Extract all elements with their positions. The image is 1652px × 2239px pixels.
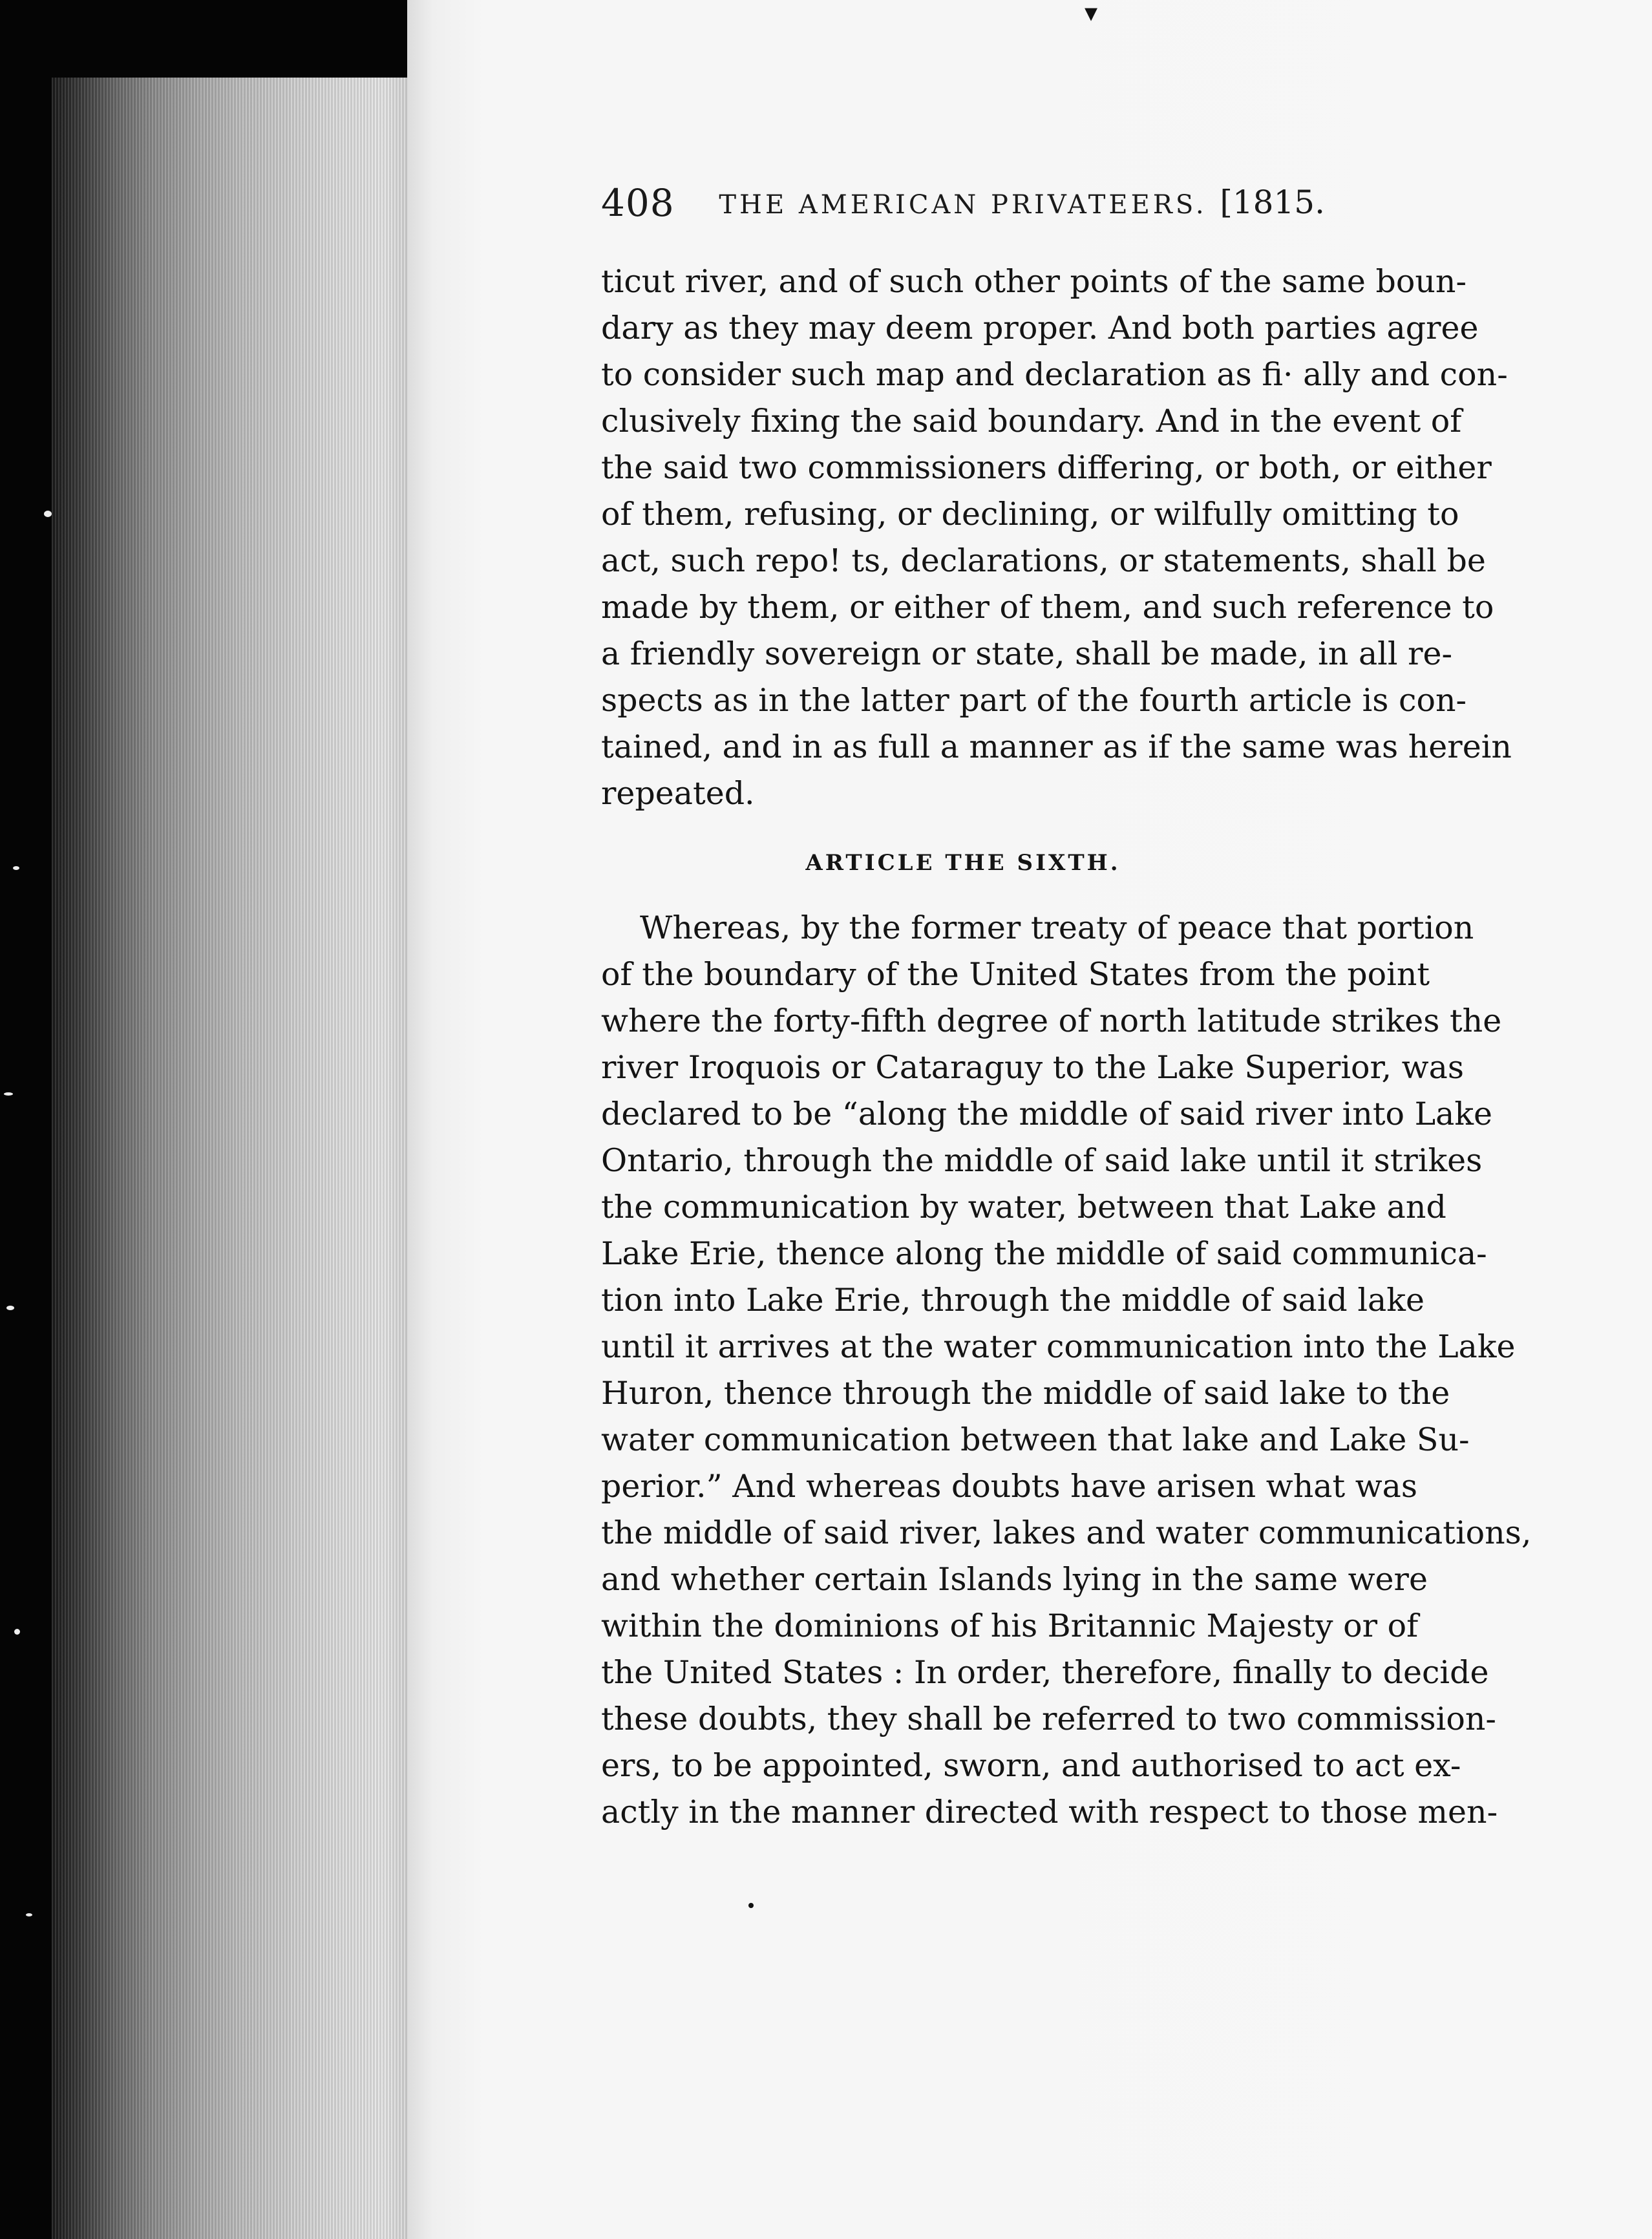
dust-speck: [44, 511, 52, 517]
text-line: tion into Lake Erie, through the middle of said lake: [601, 1282, 1424, 1319]
paragraph-article-six: [601, 905, 1532, 1836]
dust-speck: [4, 1092, 13, 1096]
text-line: perior.” And whereas doubts have arisen what was: [601, 1468, 1418, 1505]
book-page: [407, 0, 1652, 2239]
text-line: the United States : In order, therefore, finally to decide: [601, 1654, 1489, 1691]
book-page-edges: [52, 78, 414, 2239]
text-line: spects as in the latter part of the fourth article is con-: [601, 682, 1467, 719]
body-text: [601, 259, 1532, 1836]
text-line: water communication between that lake and Lake Su-: [601, 1421, 1470, 1458]
text-line: of them, refusing, or declining, or wilfully omitting to: [601, 496, 1459, 533]
text-line: the middle of said river, lakes and water communications,: [601, 1514, 1532, 1551]
text-line: Ontario, through the middle of said lake until it strikes: [601, 1142, 1483, 1179]
text-line: until it arrives at the water communication into the Lake: [601, 1328, 1516, 1365]
text-line: made by them, or either of them, and such reference to: [601, 589, 1494, 626]
article-heading: ARTICLE THE SIXTH.: [805, 850, 1121, 876]
text-line: and whether certain Islands lying in the same were: [601, 1561, 1428, 1598]
text-line: of the boundary of the United States from the point: [601, 956, 1430, 993]
text-line: the said two commissioners differing, or both, or either: [601, 449, 1492, 486]
text-line: where the forty-fifth degree of north latitude strikes the: [601, 1003, 1502, 1039]
text-line: within the dominions of his Britannic Majesty or of: [601, 1608, 1419, 1644]
text-line: tained, and in as full a manner as if the same was herein: [601, 728, 1512, 765]
text-line: a friendly sovereign or state, shall be made, in all re-: [601, 635, 1453, 672]
paragraph-continuation: [601, 259, 1512, 817]
ink-dot: [748, 1903, 754, 1908]
page-number: 408: [601, 181, 675, 225]
text-line: Lake Erie, thence along the middle of said communica-: [601, 1235, 1487, 1272]
dust-speck: [13, 866, 19, 870]
text-line: to consider such map and declaration as fi· ally and con-: [601, 356, 1508, 393]
text-line: act, such repo! ts, declarations, or statements, shall be: [601, 542, 1486, 579]
dust-speck: [6, 1306, 14, 1310]
text-line: Whereas, by the former treaty of peace that portion: [640, 909, 1474, 946]
running-title: THE AMERICAN PRIVATEERS.: [719, 190, 1207, 220]
text-line: declared to be “along the middle of said river into Lake: [601, 1096, 1493, 1132]
running-header: [601, 181, 1325, 233]
text-line: dary as they may deem proper. And both parties agree: [601, 310, 1479, 346]
text-line: these doubts, they shall be referred to two commission-: [601, 1701, 1496, 1737]
header-year: [1815.: [1220, 184, 1325, 221]
text-line: ticut river, and of such other points of the same boun-: [601, 263, 1467, 300]
text-line: the communication by water, between that Lake and: [601, 1189, 1446, 1226]
dust-speck: [26, 1913, 32, 1916]
text-line: actly in the manner directed with respect to those men-: [601, 1794, 1498, 1830]
text-line: clusively fixing the said boundary. And in the event of: [601, 403, 1462, 440]
text-line: ers, to be appointed, sworn, and authorised to act ex-: [601, 1747, 1461, 1784]
text-line: Huron, thence through the middle of said lake to the: [601, 1375, 1450, 1412]
text-line: repeated.: [601, 775, 755, 812]
text-line: river Iroquois or Cataraguy to the Lake Superior, was: [601, 1049, 1464, 1086]
top-ink-mark: ▾: [1085, 0, 1098, 28]
dust-speck: [14, 1629, 20, 1635]
